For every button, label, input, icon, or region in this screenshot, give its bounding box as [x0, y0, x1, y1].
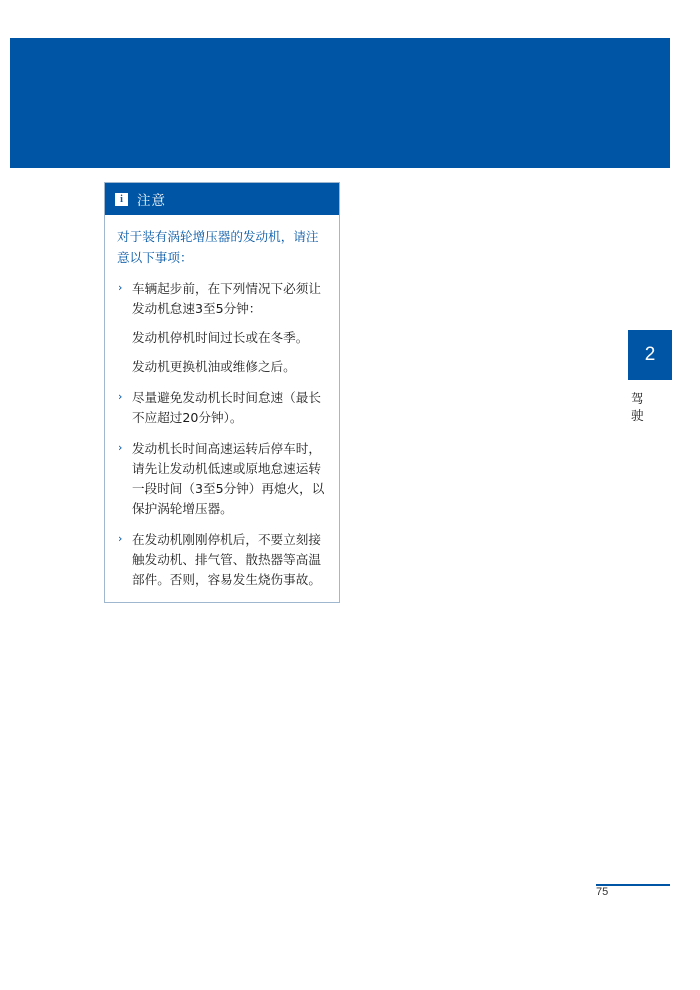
list-item-text: 发动机长时间高速运转后停车时，请先让发动机低速或原地怠速运转一段时间（3至5分钟）再熄火，以保护涡轮增压器。	[132, 441, 325, 516]
bullet-icon: ›	[118, 390, 123, 403]
bullet-icon: ›	[118, 281, 123, 294]
list-item	[117, 279, 327, 377]
info-icon: i	[115, 193, 128, 206]
page-number: 75	[596, 886, 609, 898]
notice-title: 注意	[137, 193, 166, 209]
list-item-text: 尽量避免发动机长时间怠速（最长不应超过20分钟）。	[132, 390, 321, 425]
list-item-text: 车辆起步前，在下列情况下必须让发动机怠速3至5分钟：	[132, 281, 321, 316]
notice-body	[105, 215, 339, 602]
bullet-icon: ›	[118, 441, 123, 454]
list-item-subline: 发动机更换机油或维修之后。	[132, 359, 296, 374]
notice-intro: 对于装有涡轮增压器的发动机，请注意以下事项：	[117, 229, 319, 265]
list-item	[117, 439, 327, 519]
list-item	[117, 388, 327, 428]
list-item-subline: 发动机停机时间过长或在冬季。	[132, 330, 309, 345]
list-item-text: 在发动机刚刚停机后，不要立刻接触发动机、排气管、散热器等高温部件。否则，容易发生烧伤事故。	[132, 532, 321, 587]
bullet-icon: ›	[118, 532, 123, 545]
page-header-banner	[10, 38, 670, 168]
notice-bullet-list	[117, 279, 327, 590]
chapter-label: 驾驶	[631, 391, 644, 423]
list-item	[117, 530, 327, 590]
notice-box	[104, 182, 340, 603]
chapter-number: 2	[644, 344, 656, 365]
chapter-tab	[628, 330, 672, 380]
notice-header	[105, 183, 339, 215]
